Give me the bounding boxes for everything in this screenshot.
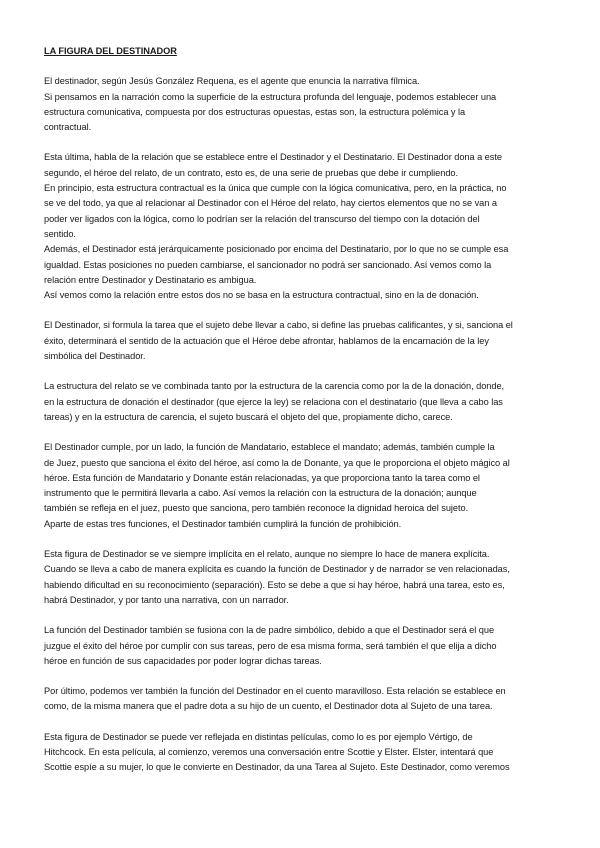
paragraph-line: héroe. Esta función de Mandatario y Donante están relacionadas, ya que proporciona tanto la tarea como el: [44, 472, 480, 483]
paragraph: [44, 623, 558, 669]
paragraph-line: se ve del todo, ya que al relacionar al Destinador con el Héroe del relato, hay ciertos elementos que no se van a: [44, 198, 497, 209]
paragraph-line: La estructura del relato se ve combinada tanto por la estructura de la carencia como por la de la donación, donde,: [44, 381, 505, 392]
paragraph: [44, 379, 558, 425]
paragraph-line: estructura comunicativa, compuesta por dos estructuras opuestas, estas son, la estructura polémica y la: [44, 106, 466, 117]
document-title: LA FIGURA DEL DESTINADOR: [44, 46, 177, 56]
paragraph-line: Si pensamos en la narración como la superficie de la estructura profunda del lenguaje, podemos establecer una: [44, 91, 497, 102]
paragraph-line: instrumento que le permitirá llevarla a cabo. Así vemos la relación con la estructura de la donación; aunque: [44, 488, 477, 499]
paragraph-line: Esta figura de Destinador se ve siempre implícita en el relato, aunque no siempre lo hace de manera explícita.: [44, 549, 490, 560]
paragraph-line: El Destinador cumple, por un lado, la función de Mandatario, establece el mandato; además, también cumple la: [44, 442, 495, 453]
paragraph: [44, 684, 558, 715]
paragraph: [44, 730, 558, 776]
paragraph-line: de Juez, puesto que sanciona el éxito del héroe, así como la de Donante, ya que le proporciona el objeto mágico al: [44, 457, 510, 468]
paragraph: [44, 440, 558, 532]
paragraph-line: sentido.: [44, 228, 76, 239]
paragraph-line: también se refleja en el juez, puesto que sanciona, pero también reconoce la dignidad heroica del sujeto.: [44, 503, 469, 514]
paragraph-line: En principio, esta estructura contractual es la única que cumple con la lógica comunicativa, pero, en la práctica, no: [44, 183, 507, 194]
paragraph-line: habrá Destinador, y por tanto una narrativa, con un narrador.: [44, 594, 289, 605]
paragraph-line: éxito, determinará el sentido de la actuación que el Héroe debe afrontar, hablamos de la encarnación de la ley: [44, 335, 489, 346]
paragraph-line: Además, el Destinador está jerárquicamente posicionado por encima del Destinatario, por lo que no se cumple esa: [44, 244, 509, 255]
document-body: [44, 44, 558, 791]
paragraph: [44, 318, 558, 364]
paragraph-line: Cuando se lleva a cabo de manera explícita es cuando la función de Destinador y de narrador se ven relacionadas,: [44, 564, 510, 575]
paragraph-line: El Destinador, si formula la tarea que el sujeto debe llevar a cabo, si define las pruebas calificantes, y si, sanciona el: [44, 320, 513, 331]
paragraph: [44, 547, 558, 608]
paragraph-line: héroe en función de sus capacidades por poder lograr dichas tareas.: [44, 655, 322, 666]
paragraph-line: Por último, podemos ver también la función del Destinador en el cuento maravilloso. Esta relación se establece en: [44, 686, 506, 697]
paragraph-line: poder ver ligados con la lógica, como lo podrían ser la relación del transcurso del tiempo con la dotación del: [44, 213, 480, 224]
paragraph-line: Así vemos como la relación entre estos dos no se basa en la estructura contractual, sino en la de donación.: [44, 290, 479, 301]
paragraph-line: relación entre Destinador y Destinatario es ambigua.: [44, 274, 257, 285]
paragraph-line: El destinador, según Jesús González Requena, es el agente que enuncia la narrativa fílmica.: [44, 76, 420, 87]
paragraph-line: como, de la misma manera que el padre dota a su hijo de un cuento, el Destinador dota al Sujeto de una tarea.: [44, 701, 493, 712]
paragraph-line: tareas) y en la estructura de carencia, el sujeto buscará el objeto del que, propiamente dicho, carece.: [44, 411, 453, 422]
paragraph-line: segundo, el héroe del relato, de un contrato, esto es, de una serie de pruebas que debe ir cumpliendo.: [44, 167, 459, 178]
paragraph-line: en la estructura de donación el destinador (que ejerce la ley) se relaciona con el destinatario (que lleva a cabo las: [44, 396, 503, 407]
paragraph-line: contractual.: [44, 122, 92, 133]
paragraph-line: juzgue el éxito del héroe por cumplir con sus tareas, pero de esa misma forma, será también el que elija a dicho: [44, 640, 497, 651]
paragraph-line: Hitchcock. En esta película, al comienzo, veremos una conversación entre Scottie y Elster. Elster, intentará que: [44, 746, 494, 757]
paragraph: [44, 150, 558, 303]
paragraph-line: Esta última, habla de la relación que se establece entre el Destinador y el Destinatario. El Destinador dona a este: [44, 152, 502, 163]
paragraph-line: Scottie espíe a su mujer, lo que le convierte en Destinador, da una Tarea al Sujeto. Este Destinador, como veremos: [44, 762, 510, 773]
paragraph-line: Esta figura de Destinador se puede ver reflejada en distintas películas, como lo es por ejemplo Vértigo, de: [44, 731, 473, 742]
paragraph-line: La función del Destinador también se fusiona con la de padre simbólico, debido a que el Destinador será el que: [44, 625, 495, 636]
paragraph-line: simbólica del Destinador.: [44, 351, 146, 362]
paragraph-line: habiendo dificultad en su reconocimiento (separación). Esto se debe a que si hay héroe, habrá una tarea, esto es,: [44, 579, 505, 590]
paragraph-line: igualdad. Estas posiciones no pueden cambiarse, el sancionador no podrá ser sancionado. Así vemos como la: [44, 259, 492, 270]
paragraph-container: [44, 74, 558, 775]
paragraph: [44, 74, 558, 135]
paragraph-line: Aparte de estas tres funciones, el Destinador también cumplirá la función de prohibición.: [44, 518, 402, 529]
